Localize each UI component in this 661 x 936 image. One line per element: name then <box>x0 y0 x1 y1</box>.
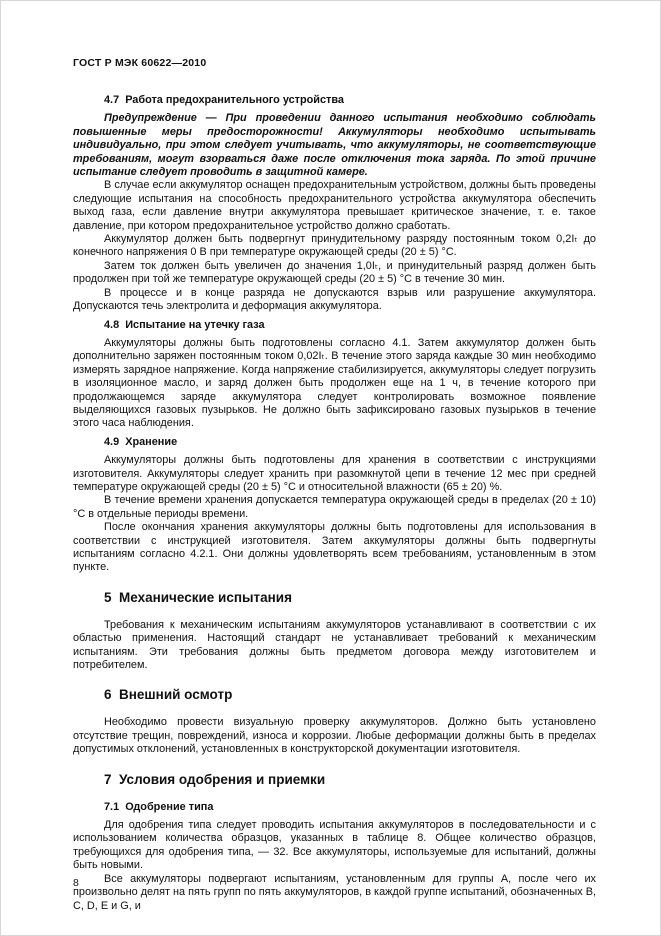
document-header: ГОСТ Р МЭК 60622—2010 <box>73 57 207 69</box>
section-heading-6: 6 Внешний осмотр <box>104 687 233 703</box>
paragraph-4-7-4: В процессе и в конце разряда не допускаются взрыв или разрушение аккумулятора. Допускаются течь электролита и деформация аккумулятора. <box>73 286 596 313</box>
paragraph-4-9-3: После окончания хранения аккумуляторы должны быть подготовлены для использования в соответствии с инструкцией изготовителя. Затем аккумуляторы должны быть подвергнуты испытаниям согласно 4.2.1. Они должны удовлетворять всем требованиям, установленным в этом пункте. <box>73 521 596 574</box>
paragraph-4-8-1: Аккумуляторы должны быть подготовлены согласно 4.1. Затем аккумулятор должен быть дополнительно заряжен постоянным током 0,02Iₜ. В течение этого заряда каждые 30 мин необходимо измерять зарядное напряжение. Когда напряжение стабилизируется, аккумуляторы следует погрузить в изоляционное масло, и заряд должен быть продолжен еще на 1 ч, в течение которого при продолжающемся заряде аккумулятора следует контролировать возможное появление выделяющихся газовых пузырьков. Не должно быть зафиксировано газовых пузырьков в течение этого часа наблюдения. <box>73 336 596 430</box>
section-heading-4-8: 4.8 Испытание на утечку газа <box>104 318 265 331</box>
paragraph-5-1: Требования к механическим испытаниям аккумуляторов устанавливают в соответствии с их областью применения. Настоящий стандарт не устанавливает требований к механическим испытаниям. Эти требования должны быть предметом договора между изготовителем и потребителем. <box>73 618 596 672</box>
paragraph-4-7-2: Аккумулятор должен быть подвергнут принудительному разряду постоянным током 0,2Iₜ до конечного напряжения 0 В при температуре окружающей среды (20 ± 5) °С. <box>73 233 596 259</box>
paragraph-7-1-2: Все аккумуляторы подвергают испытаниям, установленным для группы А, после чего их произвольно делят на пять групп по пять аккумуляторов, в каждой группе испытаний, обозначенных B, C, D, E и G, и <box>73 872 596 912</box>
section-heading-7: 7 Условия одобрения и приемки <box>104 771 326 787</box>
warning-paragraph: Предупреждение — При проведении данного испытания необходимо соблюдать повышенные меры предосторожности! Аккумуляторы необходимо испытывать индивидуально, при этом следует учитывать, что аккумуляторы, не соответствующие требованиям, могут взорваться даже после отключения тока заряда. По этой причине испытание следует проводить в защитной камере. <box>73 112 596 179</box>
document-content <box>73 89 596 913</box>
paragraph-4-7-3: Затем ток должен быть увеличен до значения 1,0Iₜ, и принудительный разряд должен быть продолжен при той же температуре окружающей среды (20 ± 5) °С в течение 30 мин. <box>73 259 596 286</box>
section-heading-4-9: 4.9 Хранение <box>104 435 178 448</box>
section-heading-4-7: 4.7 Работа предохранительного устройства <box>104 94 344 106</box>
section-heading-5: 5 Механические испытания <box>104 589 292 605</box>
paragraph-4-9-1: Аккумуляторы должны быть подготовлены для хранения в соответствии с инструкциями изготовителя. Аккумуляторы следует хранить при разомкнутой цепи в течение 12 мес при средней температуре окружающей среды (20 ± 5) °С и относительной влажности (65 ± 20) %. <box>73 454 596 493</box>
paragraph-4-9-2: В течение времени хранения допускается температура окружающей среды в пределах (20 ± 10) °С в отдельные периоды времени. <box>73 494 596 520</box>
paragraph-6-1: Необходимо провести визуальную проверку аккумуляторов. Должно быть установлено отсутствие трещин, повреждений, износа и коррозии. Любые деформации должны быть в пределах допустимых отклонений, установленных в конструкторской документации изготовителя. <box>73 716 596 756</box>
paragraph-4-7-1: В случае если аккумулятор оснащен предохранительным устройством, должны быть проведены следующие испытания на способность предохранительного устройства аккумулятора обеспечить выход газа, если давление внутри аккумулятора превышает критическое значение, т. е. такое давление, при котором предохранительное устройство должно сработать. <box>73 179 596 232</box>
paragraph-7-1-1: Для одобрения типа следует проводить испытания аккумуляторов в последовательности и с использованием количества образцов, указанных в таблице 8. Общее количество образцов, требующихся для одобрения типа, — 32. Все аккумуляторы, используемые для испытаний, должны быть новыми. <box>73 819 596 872</box>
page-number: 8 <box>73 877 79 889</box>
section-heading-7-1: 7.1 Одобрение типа <box>104 800 214 813</box>
